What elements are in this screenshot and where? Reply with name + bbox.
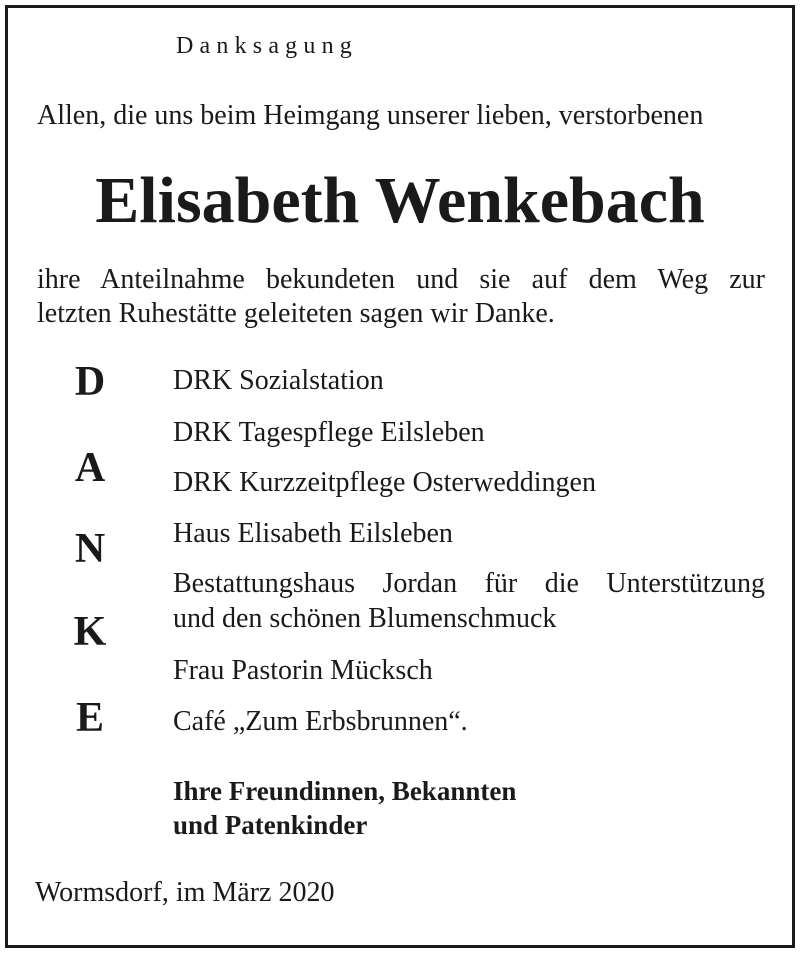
danke-letter-a: A: [74, 445, 106, 491]
thanks-item: Bestattungshaus Jordan für die Unterstützung: [173, 568, 765, 599]
intro-text: Allen, die uns beim Heimgang unserer lieben, verstorbenen: [37, 100, 704, 131]
thanks-item: DRK Tagespflege Eilsleben: [173, 417, 485, 448]
thanks-item: Café „Zum Erbsbrunnen“.: [173, 706, 468, 737]
notice-heading: Danksagung: [176, 33, 358, 59]
thanks-item: Frau Pastorin Mücksch: [173, 655, 433, 686]
danke-letter-e: E: [75, 695, 104, 741]
danke-letter-k: K: [73, 609, 107, 655]
signature: [173, 774, 516, 842]
body-line: ihre Anteilnahme bekundeten und sie auf dem Weg zur: [37, 264, 765, 295]
thanks-item: und den schönen Blumenschmuck: [173, 603, 557, 634]
thanks-item: DRK Kurzzeitpflege Osterweddingen: [173, 467, 596, 498]
place-date: Wormsdorf, im März 2020: [35, 877, 335, 908]
danke-letter-d: D: [74, 359, 106, 405]
danke-letter-n: N: [74, 526, 106, 572]
signature-line: und Patenkinder: [173, 810, 368, 840]
thanks-item: Haus Elisabeth Eilsleben: [173, 518, 453, 549]
deceased-name: Elisabeth Wenkebach: [95, 164, 705, 237]
body-text: [37, 263, 765, 331]
signature-line: Ihre Freundinnen, Bekannten: [173, 776, 517, 806]
body-line: letzten Ruhestätte geleiteten sagen wir Danke.: [37, 298, 555, 329]
thanks-item: DRK Sozialstation: [173, 365, 384, 396]
